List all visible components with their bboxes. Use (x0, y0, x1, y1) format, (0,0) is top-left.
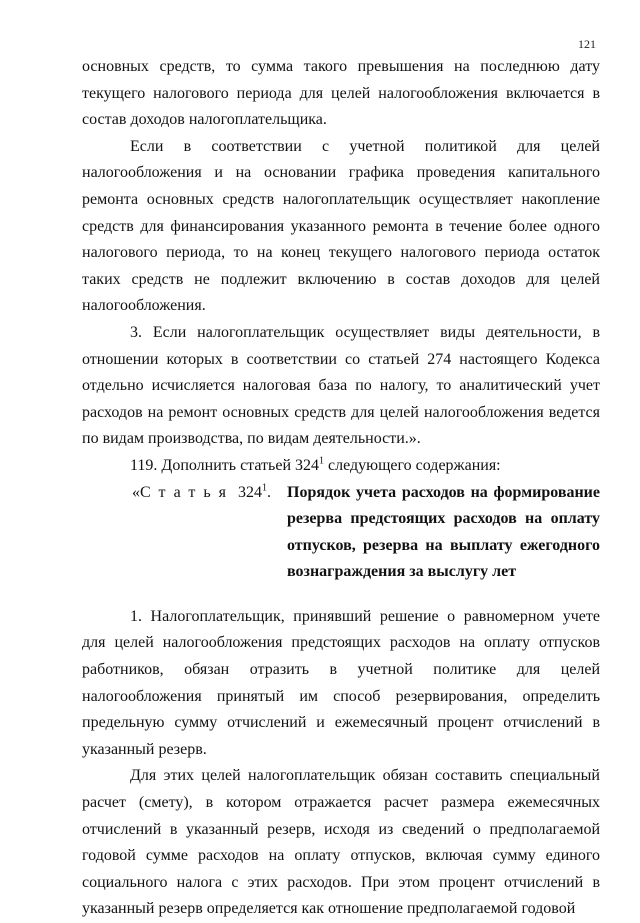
paragraph-item-3: 3. Если налогоплательщик осуществляет виды деятельности, в отношении которых в соответствии со статьей 274 настоящего Кодекса отдельно исчисляется налоговая база по налогу, то аналитический учет расходов на ремонт основных средств для целей налогообложения ведется по видам производства, по видам деятельности.». (82, 323, 600, 448)
article-dot: . (266, 483, 271, 501)
article-word: Статья (140, 483, 234, 501)
paragraph-item-119 (82, 453, 600, 480)
article-number-superscript: 1 (261, 482, 267, 494)
item-119-text: 119. Дополнить статьей 324 (130, 456, 319, 474)
paragraph-estimate: Для этих целей налогоплательщик обязан составить специальный расчет (смету), в котором отражается расчет размера ежемесячных отчислений в указанный резерв, исходя из сведений о предполагаемой годовой сумме расходов на оплату отпусков, включая сумму единого социального налога с этих расходов. При этом процент отчислений в указанный резерв определяется как отношение предполагаемой годовой (82, 767, 600, 918)
paragraph-article-item-1: 1. Налогоплательщик, принявший решение о равномерном учете для целей налогообложения предстоящих расходов на оплату отпусков работников, обязан отразить в учетной политике для целей налогообложения принятый им способ резервирования, определить предельную сумму отчислений и ежемесячный процент отчислений в указанный резерв. (82, 607, 600, 758)
item-119-tail: следующего содержания: (324, 456, 501, 474)
open-quote: « (132, 483, 140, 501)
paragraph-repair-savings: Если в соответствии с учетной политикой для целей налогообложения и на основании графика проведения капитального ремонта основных средств налогоплательщик осуществляет накопление средств для финансирования указанного ремонта в течение более одного налогового периода, то на конец текущего налогового периода остаток таких средств не подлежит включению в состав доходов для целей налогообложения. (82, 137, 600, 315)
article-title: Порядок учета расходов на формирование резерва предстоящих расходов на оплату отпусков, резерва на выплату ежегодного вознаграждения за выслугу лет (287, 483, 600, 581)
article-label (82, 480, 287, 586)
page-content (82, 54, 600, 923)
article-heading (82, 480, 600, 586)
paragraph-continuation: основных средств, то сумма такого превышения на последнюю дату текущего налогового периода для целей налогообложения включается в состав доходов налогоплательщика. (82, 58, 600, 129)
spacer (82, 586, 600, 604)
item-119-superscript: 1 (319, 455, 324, 467)
page-number: 121 (578, 37, 596, 51)
article-number: 324 (237, 483, 262, 501)
